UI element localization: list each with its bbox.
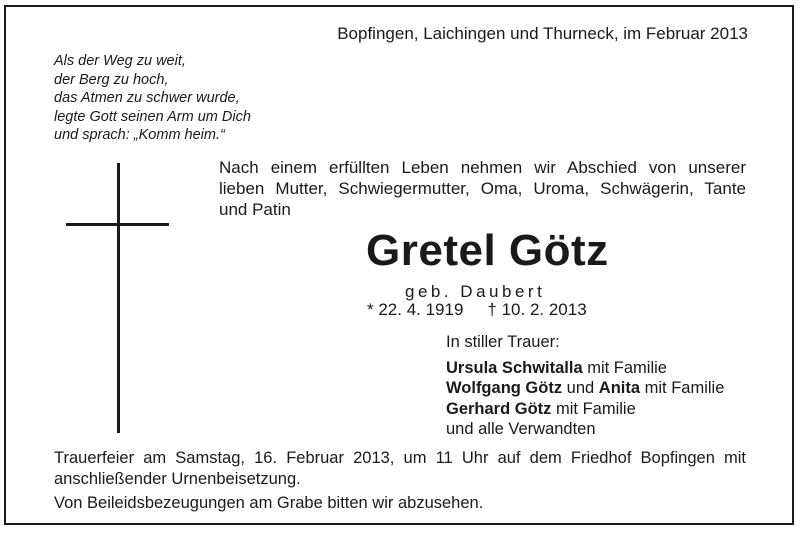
mourner-line: Wolfgang Götz und Anita mit Familie <box>446 379 725 397</box>
latin-cross-icon <box>117 163 120 433</box>
footer-line: Trauerfeier am Samstag, 16. Februar 2013, um 11 Uhr auf dem Friedhof Bopfingen mit <box>54 449 746 467</box>
poem-line: Als der Weg zu weit, <box>54 53 186 69</box>
cross-bar <box>66 223 169 226</box>
mourners-heading: In stiller Trauer: <box>446 333 560 351</box>
intro-line: und Patin <box>219 200 291 219</box>
mourner-name: Gerhard Götz <box>446 399 552 418</box>
poem-line: der Berg zu hoch, <box>54 71 169 88</box>
poem-line: und sprach: „Komm heim.“ <box>54 127 225 143</box>
mourner-name: Anita <box>598 379 641 397</box>
footer-text <box>54 448 746 514</box>
footer-line: anschließender Urnenbeisetzung. <box>54 470 301 488</box>
place-date: Bopfingen, Laichingen und Thurneck, im Februar 2013 <box>337 24 748 43</box>
poem-line: das Atmen zu schwer wurde, <box>54 90 240 106</box>
birth-name: geb. Daubert <box>405 282 546 301</box>
mourner-name: Ursula Schwitalla <box>446 358 583 377</box>
deceased-name: Gretel Götz <box>366 226 609 275</box>
mourners <box>446 332 724 440</box>
mourner-line: und alle Verwandten <box>446 420 596 438</box>
intro-line: lieben Mutter, Schwiegermutter, Oma, Uroma, Schwägerin, Tante <box>219 179 746 198</box>
birth-date: * 22. 4. 1919 <box>367 300 464 319</box>
intro-text <box>219 157 746 220</box>
intro-line: Nach einem erfüllten Leben nehmen wir Abschied von unserer <box>219 158 746 177</box>
life-dates <box>367 300 587 320</box>
poem-line: legte Gott seinen Arm um Dich <box>54 108 251 125</box>
death-date: † 10. 2. 2013 <box>487 300 587 319</box>
mourner-line: Gerhard Götz mit Familie <box>446 399 636 418</box>
mourner-line: Ursula Schwitalla mit Familie <box>446 358 667 377</box>
poem <box>54 52 251 145</box>
footer-line: Von Beileidsbezeugungen am Grabe bitten wir abzusehen. <box>54 494 484 512</box>
mourner-name: Wolfgang Götz <box>446 379 563 397</box>
